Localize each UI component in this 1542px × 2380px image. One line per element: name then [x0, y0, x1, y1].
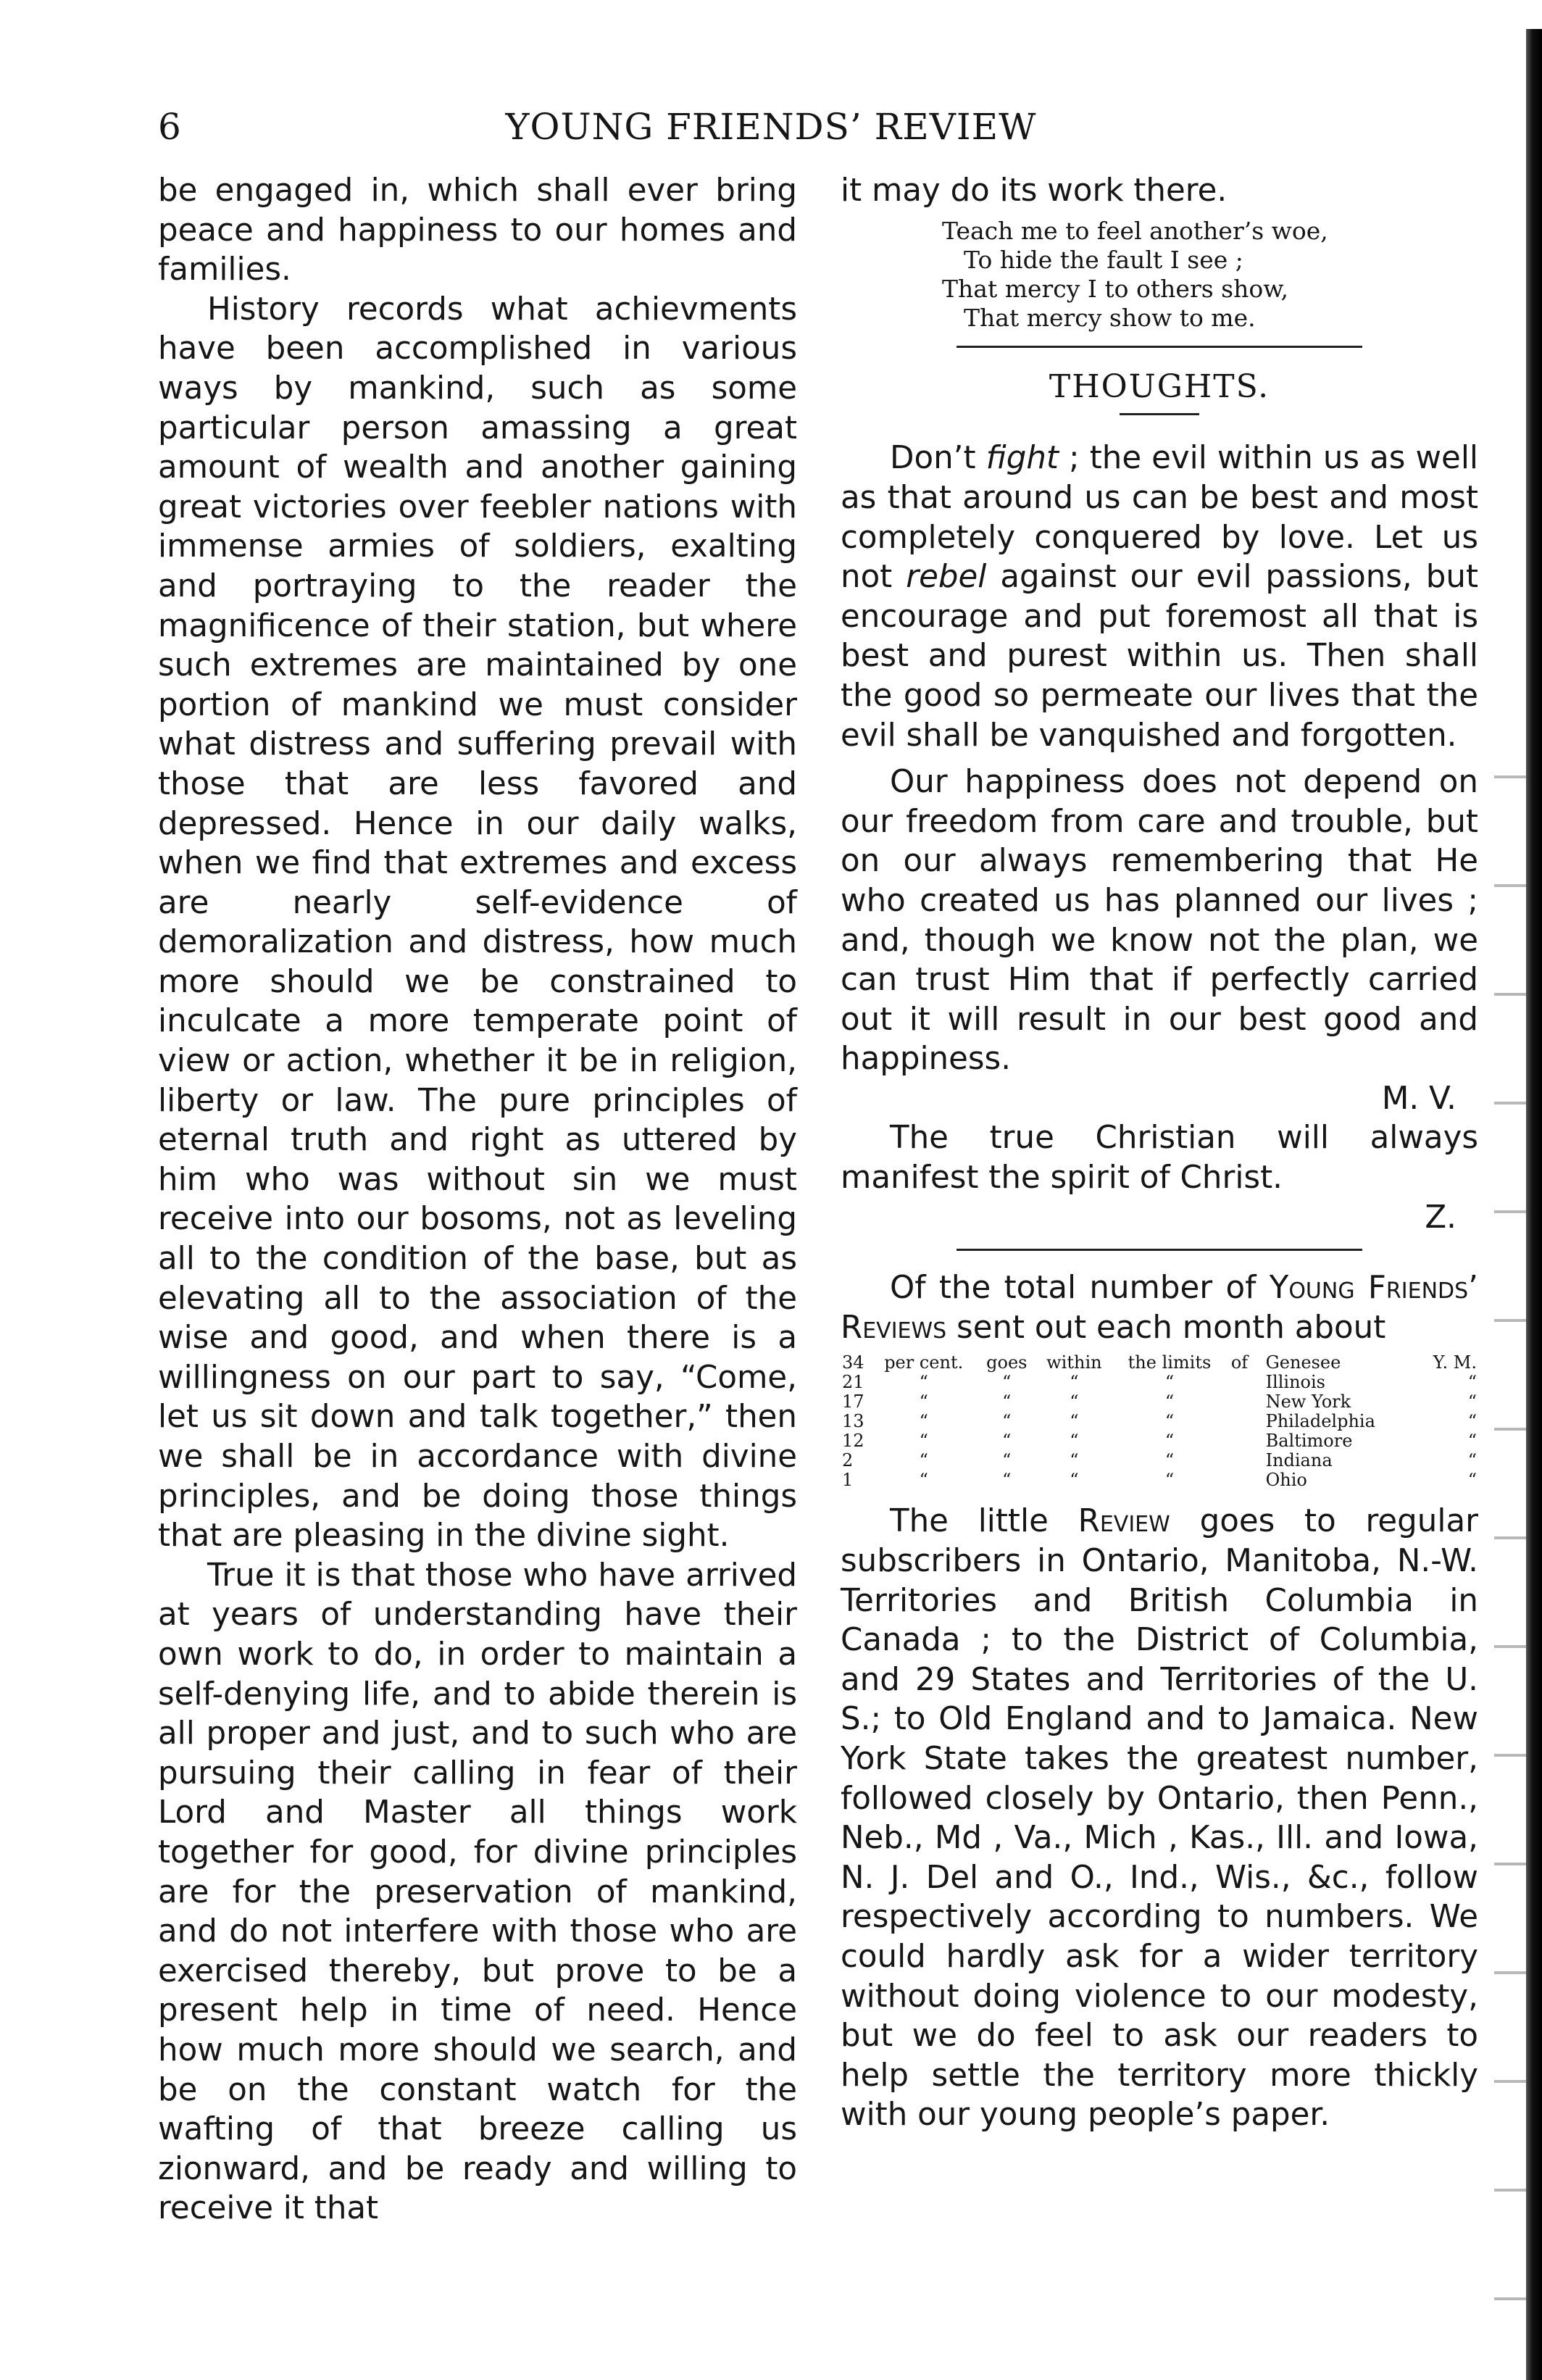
paragraph-continuation: it may do its work there.	[841, 172, 1228, 209]
poem-line: Teach me to feel another’s woe,	[942, 216, 1328, 245]
distribution-cell-num: 1	[842, 1470, 854, 1491]
distribution-cell-num: 12	[842, 1431, 864, 1452]
distribution-cell-end: “	[1467, 1470, 1477, 1491]
thought-text: Our happiness does not depend on our freedom from care and trouble, but on our always remembering that He who created us has planned our lives ; and, though we know not the plan, we can trust Him that if perfectly carried out it will result in our best good and happiness.	[841, 764, 1478, 1078]
signer-initials: Z.	[1425, 1199, 1456, 1236]
thought-text: against our evil passions, but encourage and put foremost all that is best and purest within us. Then shall the good so permeate our lives that the evil shall be vanquished and forgotten.	[841, 559, 1478, 754]
intro-text: sent out each month about	[946, 1309, 1386, 1346]
distribution-cell-end: “	[1467, 1372, 1477, 1393]
publication-name: Young Friends’ Reviews	[841, 1270, 1478, 1346]
distribution-cell-c1: “	[919, 1372, 928, 1393]
distribution-cell-place: Illinois	[1265, 1372, 1325, 1393]
distribution-cell-place: Indiana	[1265, 1450, 1333, 1471]
distribution-cell-c2: “	[1002, 1470, 1012, 1491]
paragraph-thought-3	[841, 1118, 1478, 1197]
distribution-cell-c1: “	[919, 1470, 928, 1491]
review-text: goes to regular subscribers in Ontario, Manitoba, N.-W. Territories and British Columbia in Canada ; to the District of Columbia, and 29 States and Territories of the U. S.; to Old England and to Jamaica. New York State takes the greatest number, followed closely by Ontario, then Penn., Neb., Md , Va., Mich , Kas., Ill. and Iowa, N. J. Del and O., Ind., Wis., &c., follow respectively according to numbers. We could hardly ask for a wider territory without doing violence to our modesty, but we do feel to ask our readers to help settle the territory more thickly with our young people’s paper.	[841, 1503, 1478, 2134]
left-column	[158, 171, 797, 2229]
signer-initials: M. V.	[1381, 1080, 1456, 1117]
paragraph-true-it-is: True it is that those who have arrived at years of understanding have their own work to do, in order to maintain a self-denying life, and to abide therein is all proper and just, and to such who are pursuing their calling in fear of their Lord and Master all things work together for good, for divine principles are for the preservation of mankind, and do not interfere with those who are exercised thereby, but prove to be a present help in time of need. Hence how much more should we search, and be on the constant watch for the wafting of that breeze calling us zionward, and be ready and willing to receive it that	[158, 1557, 797, 2227]
right-column	[841, 171, 1478, 2135]
distribution-row	[841, 1392, 1478, 1412]
distribution-cell-c1: “	[919, 1391, 928, 1412]
divider-rule	[1120, 413, 1199, 415]
distribution-cell-c5: of	[1230, 1352, 1249, 1373]
distribution-cell-c2: “	[1002, 1431, 1012, 1452]
poem-line: That mercy show to me.	[964, 303, 1256, 332]
distribution-cell-c5	[1226, 1451, 1252, 1470]
distribution-cell-end: “	[1467, 1411, 1477, 1432]
distribution-cell-c4: “	[1164, 1470, 1175, 1491]
poem-line: To hide the fault I see ;	[964, 245, 1243, 274]
distribution-cell-c3: “	[1070, 1470, 1079, 1491]
distribution-cell-c5	[1226, 1470, 1252, 1490]
intro-text: Of the total number of	[890, 1270, 1270, 1307]
distribution-cell-end: “	[1467, 1431, 1477, 1452]
thought-text: The true Christian will always manifest the spirit of Christ.	[841, 1120, 1478, 1197]
thought-text: Don’t	[890, 440, 986, 477]
distribution-cell-num: 2	[842, 1450, 854, 1471]
distribution-cell-c3: “	[1070, 1411, 1079, 1432]
page-edge-border	[1526, 29, 1542, 2380]
distribution-cell-end: “	[1467, 1450, 1477, 1471]
thought-text: ; the evil within us as well as that around us can be best and most completely conquered by love. Let us not	[841, 440, 1478, 596]
distribution-cell-c5	[1226, 1431, 1252, 1451]
distribution-row	[841, 1431, 1478, 1451]
distribution-table	[841, 1353, 1478, 1490]
distribution-cell-c2: goes	[986, 1352, 1028, 1373]
distribution-row	[841, 1412, 1478, 1431]
distribution-cell-c4: “	[1164, 1391, 1175, 1412]
emphasis-fight: fight	[985, 440, 1059, 477]
page-number: 6	[158, 106, 181, 148]
distribution-cell-c1: “	[919, 1411, 928, 1432]
distribution-cell-end: Y. M.	[1433, 1352, 1477, 1373]
distribution-cell-c5	[1226, 1412, 1252, 1431]
divider-rule	[957, 1249, 1362, 1251]
distribution-cell-end: “	[1467, 1391, 1477, 1412]
poem	[841, 217, 1478, 333]
distribution-cell-num: 17	[842, 1391, 864, 1412]
section-title-thoughts: THOUGHTS.	[1049, 367, 1270, 405]
distribution-cell-c2: “	[1002, 1372, 1012, 1393]
paragraph-history: History records what achievments have been accomplished in various ways by mankind, such as some particular person amassing a great amount of wealth and another gaining great victories over feebler nations with immense armies of soldiers, exalting and portraying to the reader the magnificence of their station, but where such extremes are maintained by one portion of mankind we must consider what distress and suffering prevail with those that are less favored and depressed. Hence in our daily walks, when we find that extremes and excess are nearly self-evidence of demoralization and distress, how much more should we be constrained to inculcate a more temperate point of view or action, whether it be in religion, liberty or law. The pure principles of eternal truth and right as uttered by him who was without sin we must receive into our bosoms, not as leveling all to the condition of the base, but as elevating all to the association of the wise and good, and when there is a willingness on our part to say, “Come, let us sit down and talk together,” then we shall be in accordance with divine principles, and be doing those things that are pleasing in the divine sight.	[158, 291, 797, 1555]
distribution-row	[841, 1470, 1478, 1490]
distribution-cell-c1: “	[919, 1450, 928, 1471]
emphasis-rebel: rebel	[906, 559, 987, 596]
distribution-cell-place: Philadelphia	[1265, 1411, 1375, 1432]
distribution-cell-c4: “	[1164, 1411, 1175, 1432]
distribution-cell-c2: “	[1002, 1411, 1012, 1432]
distribution-cell-c4: the limits	[1128, 1352, 1212, 1373]
paragraph-review-reach	[841, 1502, 1478, 2135]
distribution-cell-c2: “	[1002, 1391, 1012, 1412]
distribution-cell-num: 21	[842, 1372, 864, 1393]
distribution-cell-num: 13	[842, 1411, 864, 1432]
distribution-row	[841, 1451, 1478, 1470]
distribution-cell-c4: “	[1164, 1431, 1175, 1452]
page-edge-specks	[1494, 725, 1526, 2380]
poem-line: That mercy I to others show,	[942, 274, 1289, 303]
paragraph-continued: be engaged in, which shall ever bring peace and happiness to our homes and families.	[158, 172, 797, 288]
distribution-row	[841, 1373, 1478, 1392]
signature-line	[841, 1198, 1478, 1238]
distribution-cell-c3: “	[1070, 1391, 1079, 1412]
distribution-cell-c2: “	[1002, 1450, 1012, 1471]
distribution-cell-c5	[1226, 1373, 1252, 1392]
distribution-cell-c1: “	[919, 1431, 928, 1452]
distribution-cell-c3: “	[1070, 1450, 1079, 1471]
distribution-cell-c4: “	[1164, 1450, 1175, 1471]
distribution-cell-c3: within	[1046, 1352, 1102, 1373]
paragraph-thought-2	[841, 762, 1478, 1079]
distribution-cell-place: Genesee	[1265, 1352, 1341, 1373]
distribution-cell-place: New York	[1265, 1391, 1351, 1412]
distribution-cell-place: Baltimore	[1265, 1431, 1353, 1452]
distribution-cell-place: Ohio	[1265, 1470, 1307, 1491]
distribution-row	[841, 1353, 1478, 1373]
running-head-title: YOUNG FRIENDS’ REVIEW	[505, 106, 1037, 148]
publication-name: Review	[1078, 1503, 1170, 1540]
distribution-cell-c3: “	[1070, 1372, 1079, 1393]
paragraph-total-intro	[841, 1268, 1478, 1347]
distribution-cell-c5	[1226, 1392, 1252, 1412]
signature-line	[841, 1079, 1478, 1119]
divider-rule	[957, 346, 1362, 348]
distribution-cell-c3: “	[1070, 1431, 1079, 1452]
review-text: The little	[890, 1503, 1078, 1540]
distribution-cell-c4: “	[1164, 1372, 1175, 1393]
distribution-cell-c1: per cent.	[884, 1352, 964, 1373]
paragraph-thought-1	[841, 438, 1478, 755]
distribution-cell-num: 34	[842, 1352, 864, 1373]
